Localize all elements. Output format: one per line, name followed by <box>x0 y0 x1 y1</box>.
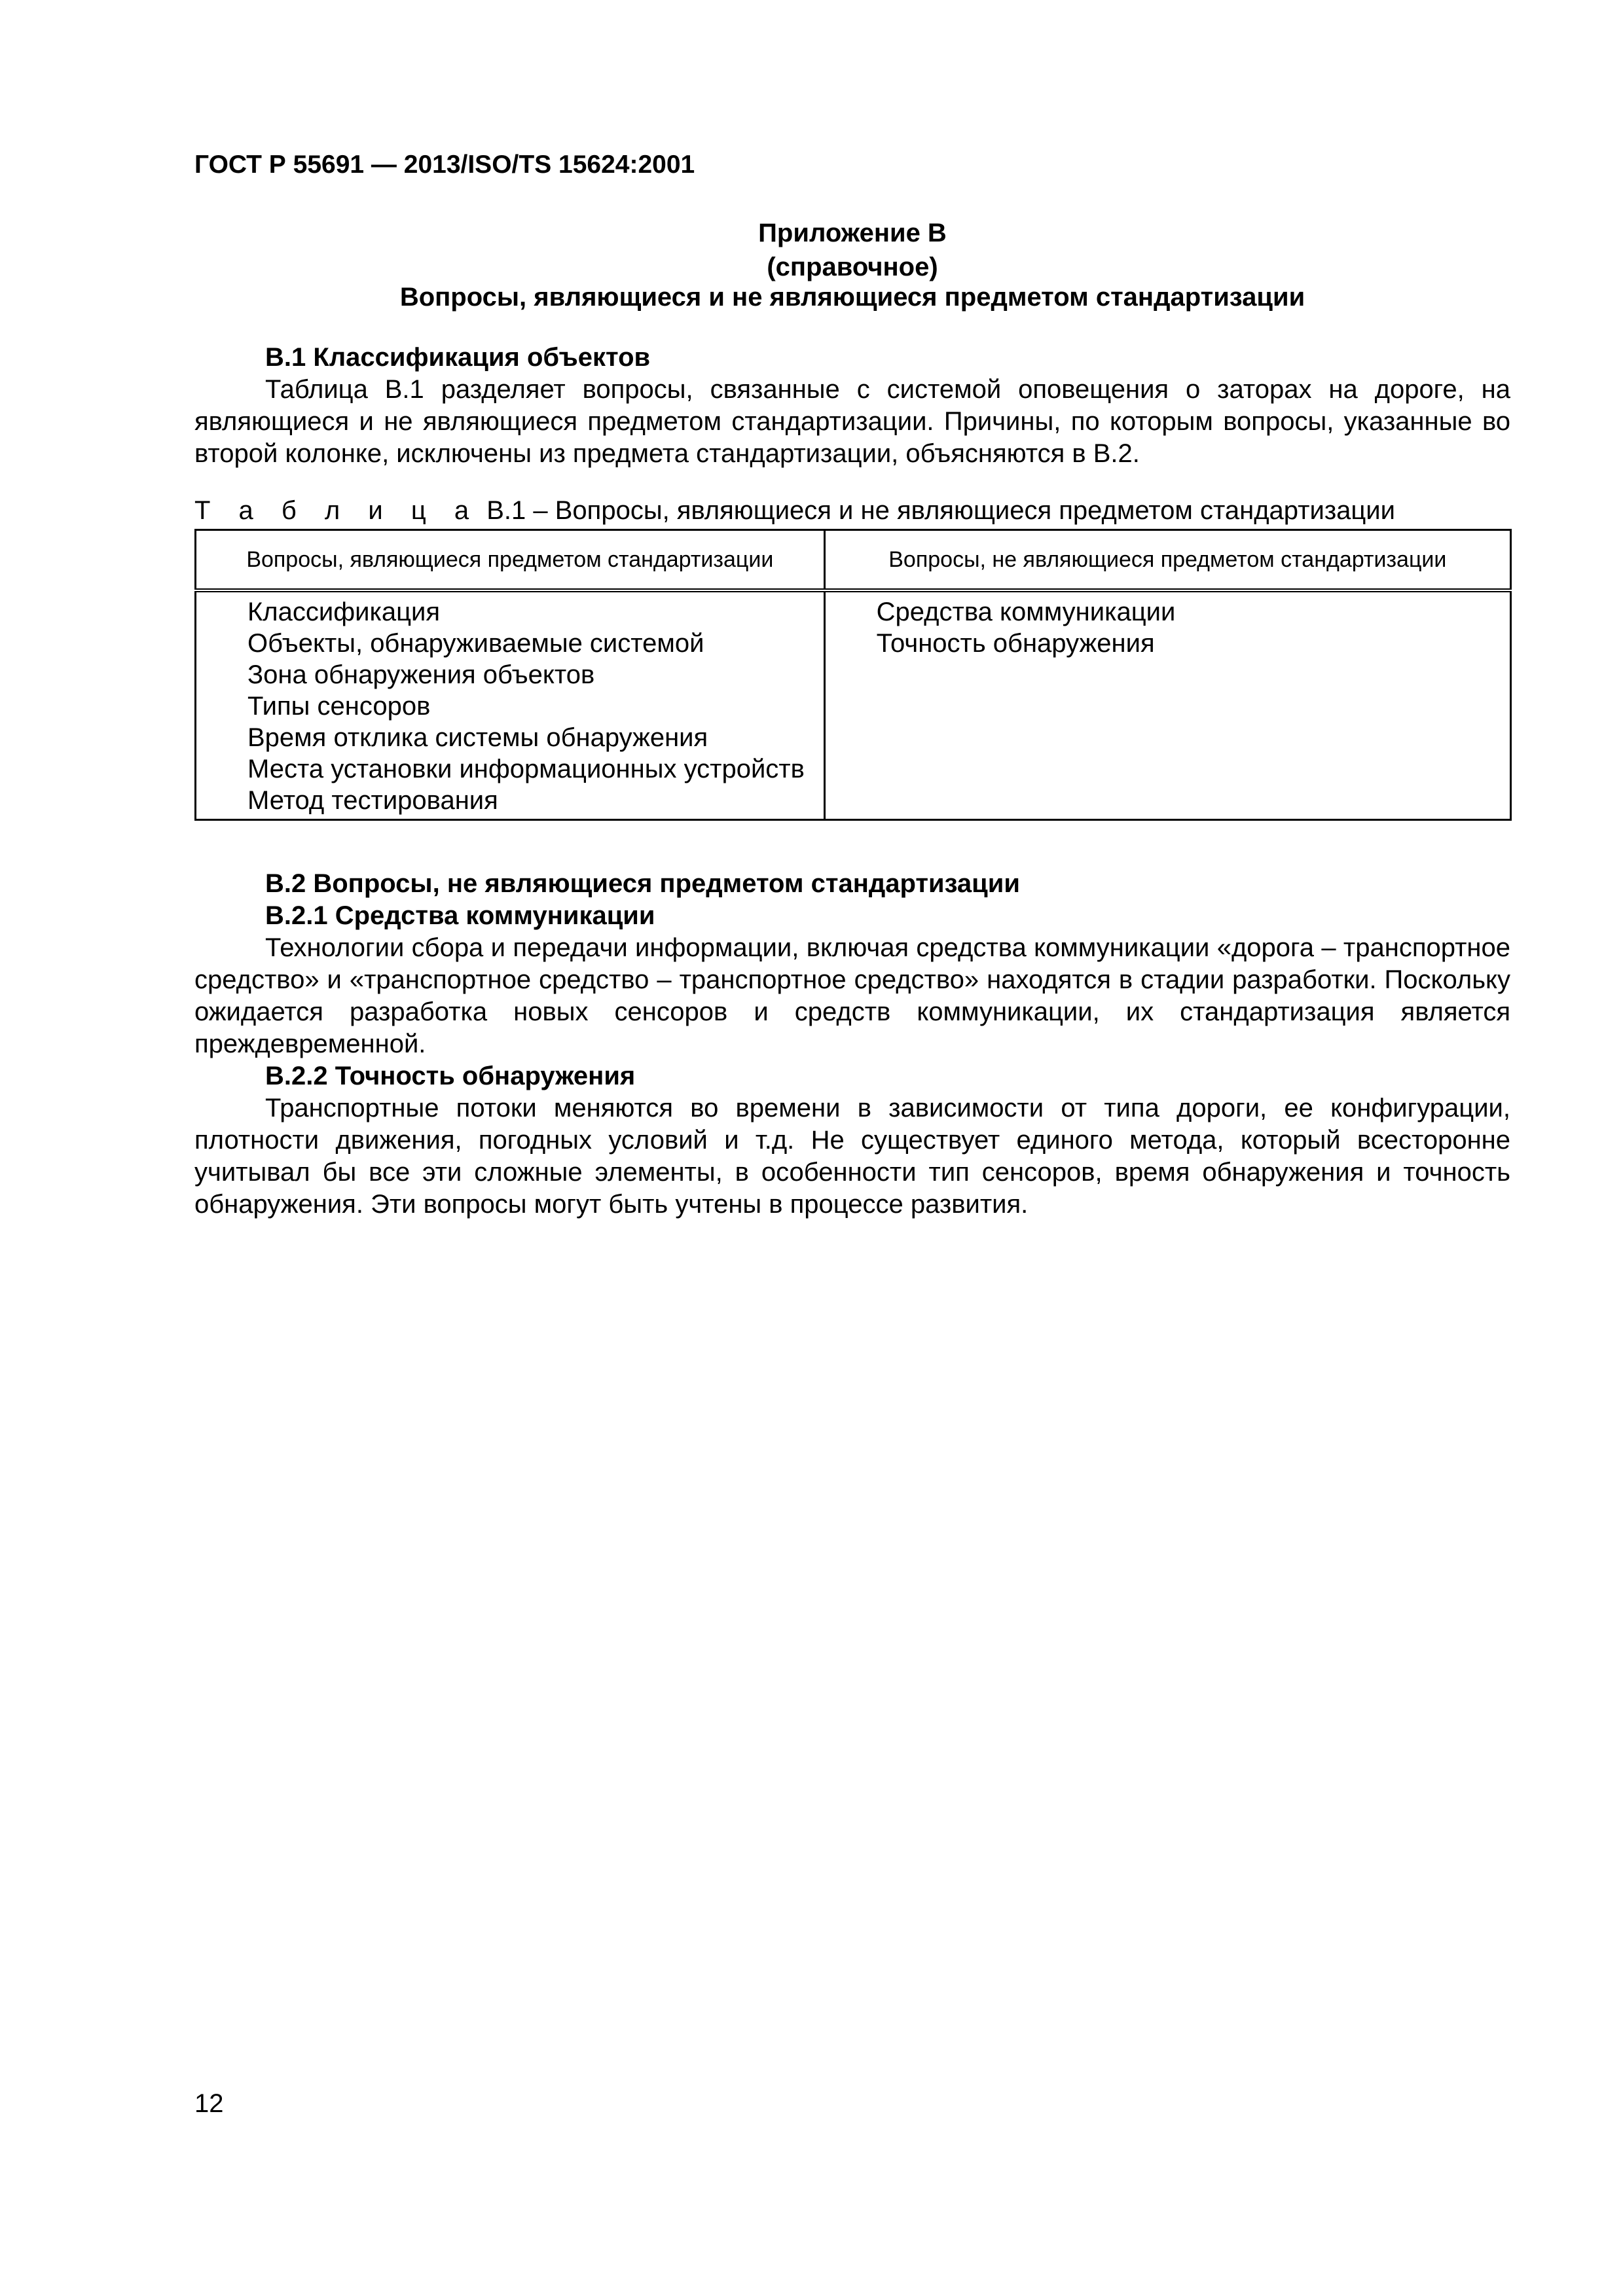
col1-header: Вопросы, являющиеся предметом стандартизации <box>196 530 825 591</box>
list-item: Объекты, обнаруживаемые системой <box>247 629 704 658</box>
section-b1-paragraph: Таблица В.1 разделяет вопросы, связанные с системой оповещения о заторах на дороге, на являющиеся и не являющиеся предметом стандартизации. Причины, по которым вопросы, указанные во второй колонке, исключены из предмета стандартизации, объясняются в В.2. <box>194 375 1510 468</box>
col2-header: Вопросы, не являющиеся предметом стандартизации <box>824 530 1510 591</box>
list-item: Время отклика системы обнаружения <box>247 723 708 752</box>
section-b2 <box>194 868 1510 1221</box>
list-item: Средства коммуникации <box>876 598 1176 626</box>
section-b2-heading: В.2 Вопросы, не являющиеся предметом стандартизации <box>265 869 1020 898</box>
list-item: Классификация <box>247 598 441 626</box>
document-header: ГОСТ Р 55691 — 2013/ISO/TS 15624:2001 <box>194 151 695 179</box>
classification-table <box>194 529 1512 821</box>
list-item: Метод тестирования <box>247 786 498 815</box>
table-header-row <box>196 530 1511 591</box>
section-b21-paragraph: Технологии сбора и передачи информации, включая средства коммуникации «дорога – транспортное средство» и «транспортное средство – транспортное средство» находятся в стадии разработки. Поскольку ожидается разработка новых сенсоров и средств коммуникации, их стандартизация является преждевременной. <box>194 933 1510 1058</box>
list-item: Зона обнаружения объектов <box>247 660 595 689</box>
list-item: Типы сенсоров <box>247 692 431 721</box>
section-b22-heading: В.2.2 Точность обнаружения <box>265 1062 636 1090</box>
table-caption <box>194 495 1395 527</box>
section-b1 <box>194 342 1510 470</box>
section-b1-heading: В.1 Классификация объектов <box>265 343 651 372</box>
table-row <box>196 590 1511 820</box>
section-b22-paragraph: Транспортные потоки меняются во времени в зависимости от типа дороги, ее конфигурации, плотности движения, погодных условий и т.д. Не существует единого метода, который всесторонне учитывал бы все эти сложные элементы, в особенности тип сенсоров, время обнаружения и точность обнаружения. Эти вопросы могут быть учтены в процессе развития. <box>194 1094 1510 1219</box>
table-caption-text: В.1 – Вопросы, являющиеся и не являющиеся предметом стандартизации <box>479 496 1395 525</box>
list-item: Точность обнаружения <box>876 629 1155 658</box>
col1-cell <box>196 590 825 820</box>
table-caption-label: Т а б л и ц а <box>194 496 480 525</box>
list-item: Места установки информационных устройств <box>247 755 805 783</box>
appendix-title: Приложение В <box>758 219 947 247</box>
section-b21-heading: В.2.1 Средства коммуникации <box>265 901 655 930</box>
appendix-subtitle: Вопросы, являющиеся и не являющиеся предметом стандартизации <box>399 283 1305 312</box>
col2-cell <box>824 590 1510 820</box>
appendix-type: (справочное) <box>767 253 938 281</box>
page-number: 12 <box>194 2089 224 2118</box>
